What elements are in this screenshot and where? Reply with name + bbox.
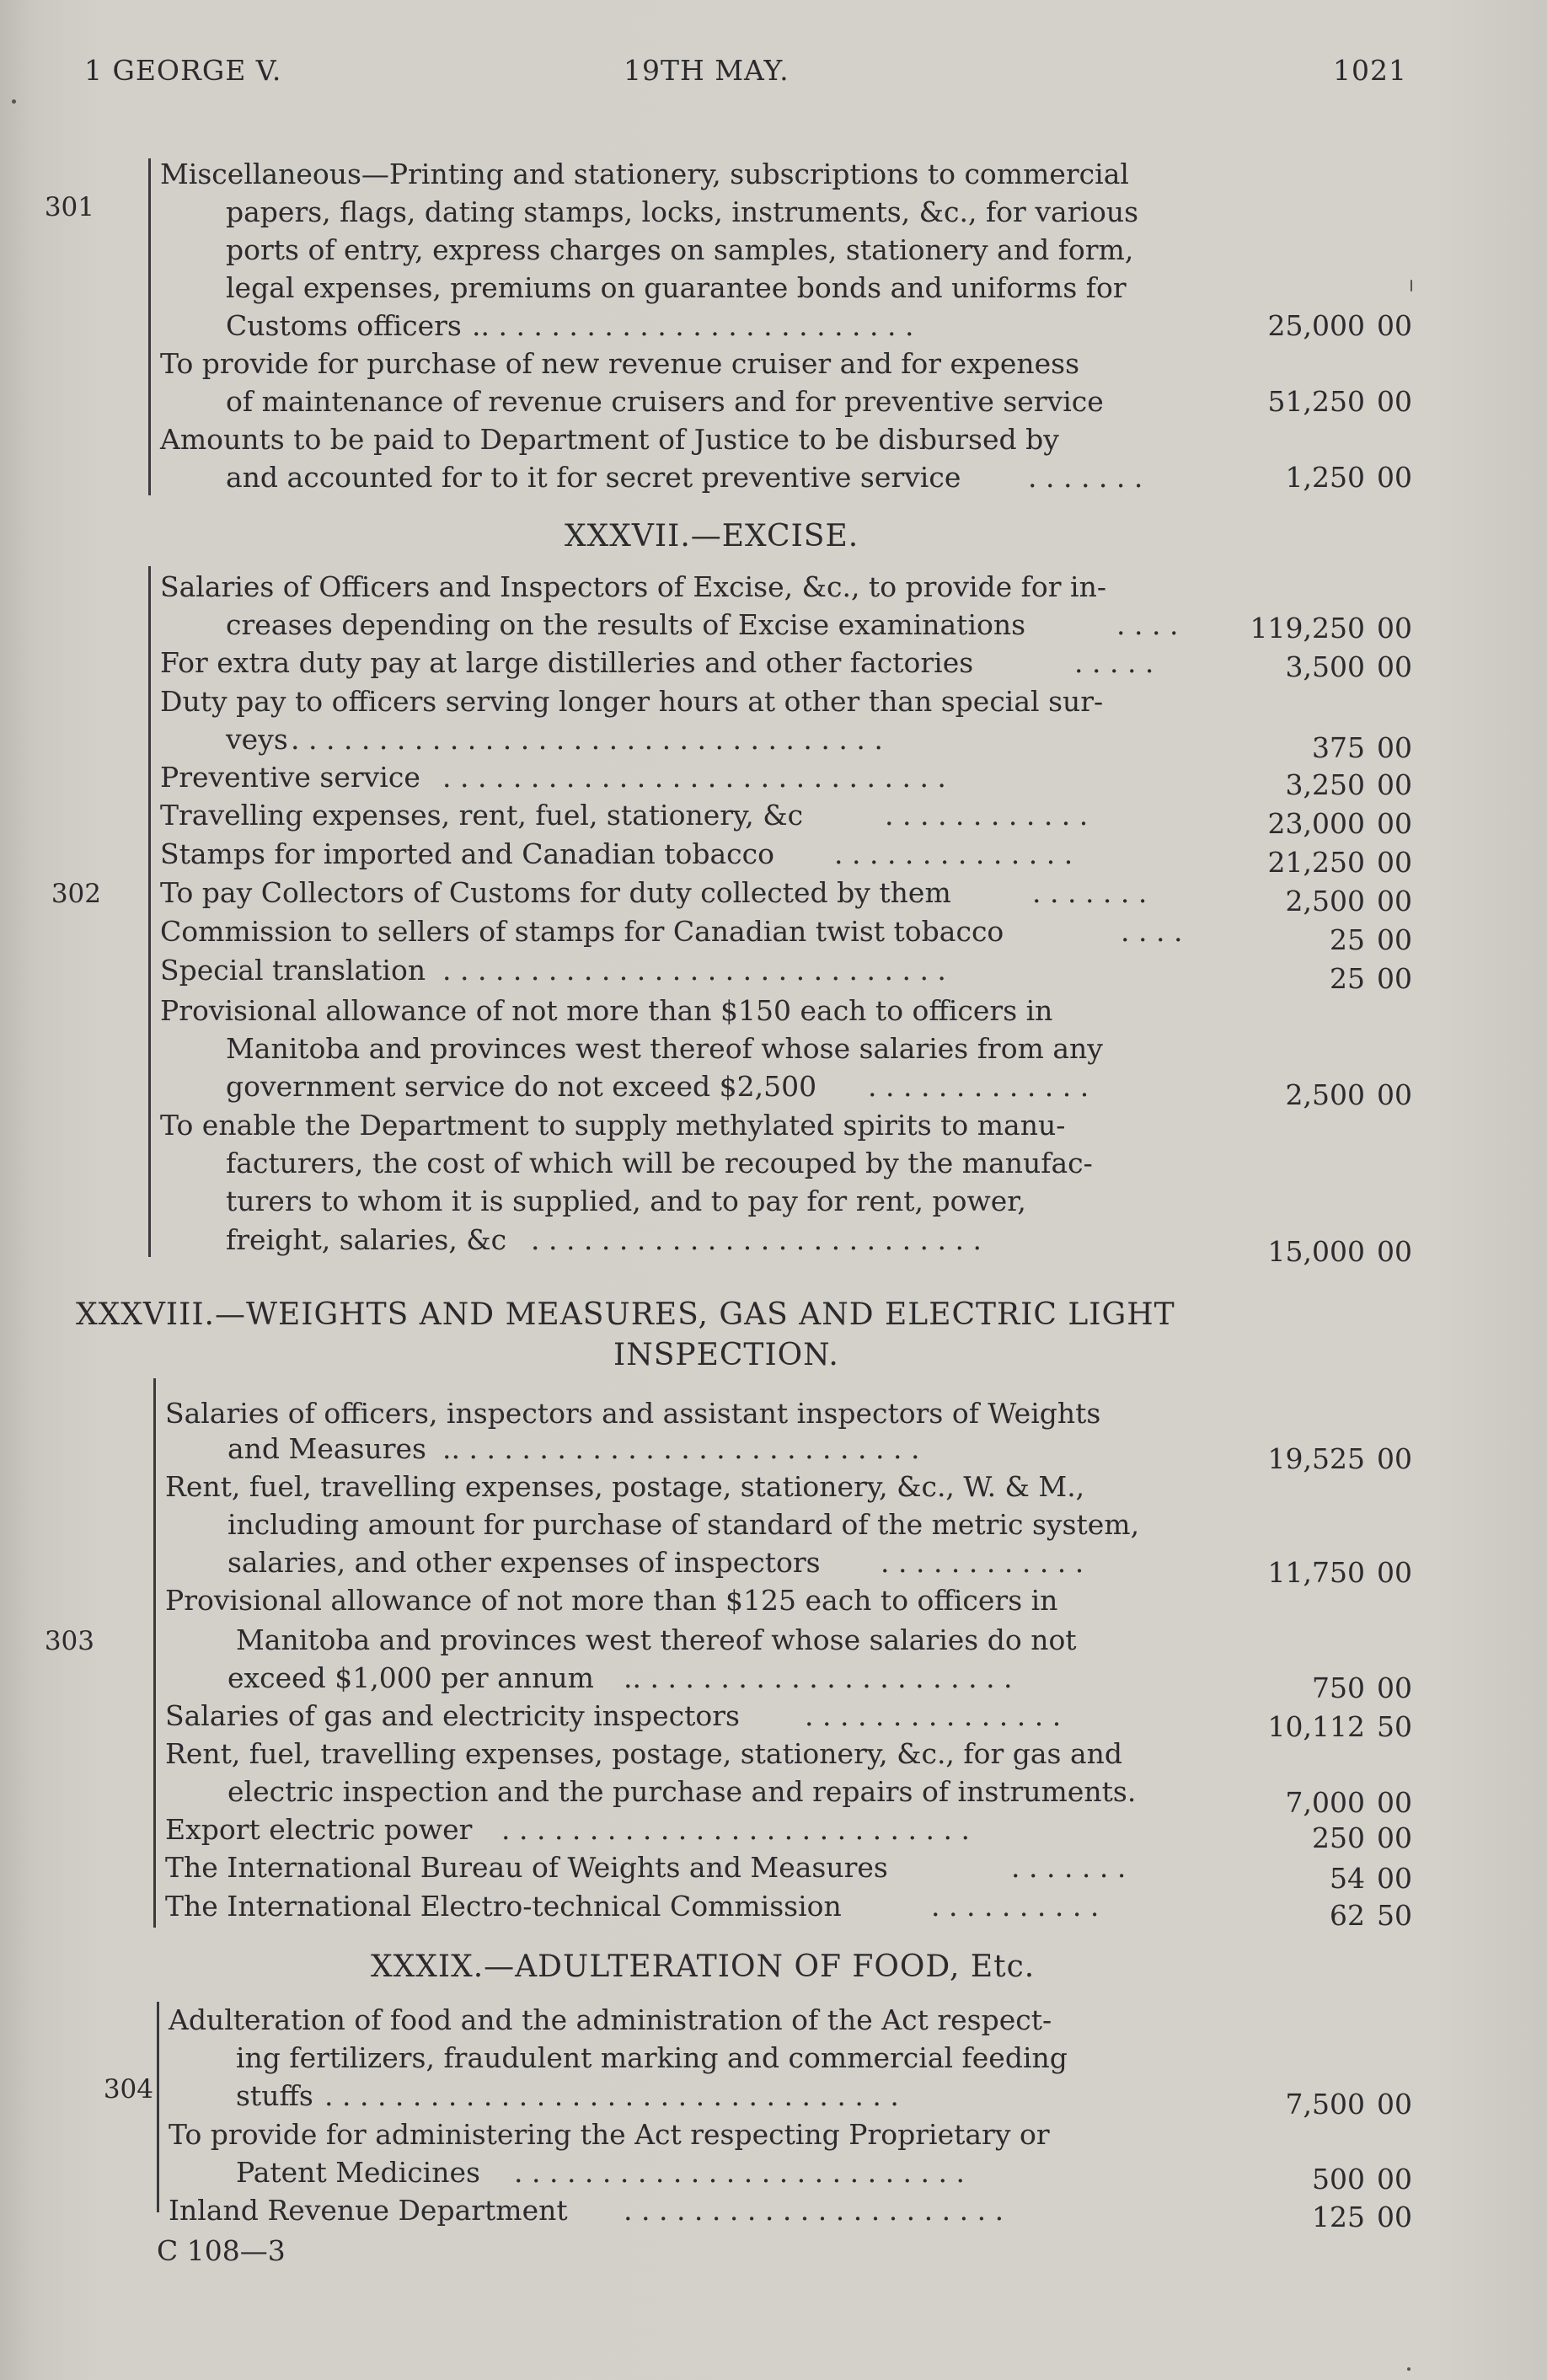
section-heading-weights-line2: INSPECTION.	[613, 1338, 839, 1372]
amount: 21,250 00	[1267, 846, 1412, 879]
entry-line: Provisional allowance of not more than $150 each to officers in	[160, 994, 1053, 1027]
amount: 19,525 00	[1267, 1442, 1412, 1475]
entry-line: The International Electro-technical Commission	[165, 1890, 842, 1923]
amount: 7,000 00	[1285, 1786, 1412, 1819]
amount: 15,000 00	[1267, 1235, 1412, 1268]
entry-line: facturers, the cost of which will be recouped by the manufac-	[226, 1147, 1093, 1179]
paper-speck	[12, 99, 16, 104]
dot-leaders: . . . . . . .	[1032, 876, 1148, 909]
entry-line: Stamps for imported and Canadian tobacco	[160, 837, 774, 870]
amount: 25 00	[1330, 923, 1412, 956]
entry-line: Manitoba and provinces west thereof whose salaries from any	[226, 1032, 1103, 1065]
entry-line: Travelling expenses, rent, fuel, stationery, &c	[160, 799, 804, 832]
paper-speck	[1407, 2367, 1410, 2371]
entry-line: To enable the Department to supply methylated spirits to manu-	[160, 1109, 1066, 1142]
printer-signature: C 108—3	[157, 2234, 286, 2267]
vote-number: 302	[51, 879, 101, 909]
entry-line: veys	[226, 723, 288, 756]
entry-line: To provide for purchase of new revenue cruiser and for expeness	[160, 347, 1079, 380]
amount: 25 00	[1330, 962, 1412, 995]
amount: 23,000 00	[1267, 807, 1412, 840]
amount: 10,112 50	[1267, 1710, 1412, 1743]
entry-line: Preventive service	[160, 761, 420, 794]
dot-leaders: . . . . . . . . . . . . . . . . . . . . . . . . . . .	[501, 1813, 970, 1846]
amount: 500 00	[1312, 2163, 1412, 2195]
entry-line: Salaries of officers, inspectors and assistant inspectors of Weights	[165, 1397, 1101, 1430]
entry-line: salaries, and other expenses of inspectors	[228, 1546, 821, 1579]
brace	[148, 566, 158, 1257]
dot-leaders: . . . . . . . . . . . . . . . . . . . . . . . . . .	[514, 2156, 965, 2189]
amount: 25,000 00	[1267, 309, 1412, 342]
dot-leaders: . . . .	[1116, 608, 1179, 641]
entry-line: Rent, fuel, travelling expenses, postage, stationery, &c., W. & M.,	[165, 1470, 1085, 1503]
dot-leaders: . . . . . . . . . . . . . . . . . . . . . . . . . . . . . . . . .	[324, 2079, 899, 2112]
amount: 2,500 00	[1285, 1078, 1412, 1111]
entry-line: To provide for administering the Act respecting Proprietary or	[169, 2118, 1050, 2151]
brace	[148, 158, 158, 495]
amount: 62 50	[1330, 1899, 1412, 1932]
dot-leaders: . . . . . . . . . . . . .	[868, 1070, 1089, 1103]
entry-line: ports of entry, express charges on samples, stationery and form,	[226, 233, 1134, 266]
entry-line: government service do not exceed $2,500	[226, 1070, 817, 1103]
entry-line: Salaries of Officers and Inspectors of Excise, &c., to provide for in-	[160, 570, 1106, 603]
paper-speck	[1410, 280, 1412, 291]
entry-line: Provisional allowance of not more than $125 each to officers in	[165, 1584, 1058, 1617]
amount: 51,250 00	[1267, 385, 1412, 418]
amount: 11,750 00	[1267, 1556, 1412, 1589]
dot-leaders: .. . . . . . . . . . . . . . . . . . . . . .	[624, 1661, 1013, 1694]
entry-line: For extra duty pay at large distilleries and other factories	[160, 646, 974, 679]
dot-leaders: . . . . . . .	[1011, 1851, 1127, 1884]
entry-line: Commission to sellers of stamps for Canadian twist tobacco	[160, 915, 1004, 948]
dot-leaders: . . . . . . . . . . . . . . . . . . . . . . . . . . . . . . . . . .	[291, 723, 883, 756]
vote-number: 301	[44, 192, 94, 222]
amount: 54 00	[1330, 1862, 1412, 1895]
entry-line: The International Bureau of Weights and Measures	[165, 1851, 888, 1884]
dot-leaders: . . . . . . . . . . . . . . . . . . . . . . . . . .	[531, 1223, 982, 1256]
amount: 750 00	[1312, 1671, 1412, 1704]
entry-line: creases depending on the results of Excise examinations	[226, 608, 1026, 641]
entry-line: of maintenance of revenue cruisers and for preventive service	[226, 385, 1104, 418]
page-number: 1021	[1333, 54, 1407, 87]
vote-number: 304	[103, 2074, 153, 2105]
dot-leaders: . . . . .	[1074, 646, 1154, 679]
amount: 125 00	[1312, 2201, 1412, 2233]
entry-line: Patent Medicines	[236, 2156, 480, 2189]
entry-line: Adulteration of food and the administration of the Act respect-	[169, 2003, 1052, 2036]
entry-line: and accounted for to it for secret preventive service	[226, 461, 961, 494]
entry-line: freight, salaries, &c	[226, 1223, 507, 1256]
entry-line: turers to whom it is supplied, and to pay for rent, power,	[226, 1185, 1026, 1217]
amount: 7,500 00	[1285, 2088, 1412, 2121]
dot-leaders: . . . .	[1121, 915, 1183, 948]
section-heading-excise: XXXVII.—EXCISE.	[565, 519, 859, 554]
section-heading-adulteration: XXXIX.—ADULTERATION OF FOOD, Etc.	[371, 1949, 1036, 1984]
entry-line: Export electric power	[165, 1813, 473, 1846]
dot-leaders: . . . . . . . . . . . . . . .	[805, 1699, 1062, 1732]
dot-leaders: .. . . . . . . . . . . . . . . . . . . . . . . . .	[472, 309, 914, 342]
entry-line: legal expenses, premiums on guarantee bonds and uniforms for	[226, 271, 1127, 304]
vote-number: 303	[44, 1626, 94, 1656]
entry-line: To pay Collectors of Customs for duty collected by them	[160, 876, 951, 909]
dot-leaders: . . . . . . . . . . . . . . . . . . . . . . . . . . . . .	[442, 761, 946, 794]
dot-leaders: . . . . . . .	[1028, 461, 1143, 494]
header-date: 19TH MAY.	[624, 54, 790, 87]
entry-line: exceed $1,000 per annum	[228, 1661, 594, 1694]
entry-line: Customs officers	[226, 309, 462, 342]
header-reign: 1 GEORGE V.	[84, 54, 282, 87]
amount: 375 00	[1312, 731, 1412, 764]
dot-leaders: . . . . . . . . . .	[931, 1890, 1100, 1923]
entry-line: electric inspection and the purchase and repairs of instruments.	[228, 1775, 1137, 1808]
entry-line: Amounts to be paid to Department of Justice to be disbursed by	[160, 423, 1059, 456]
entry-line: Duty pay to officers serving longer hours at other than special sur-	[160, 685, 1104, 718]
section-heading-weights-line1: XXXVIII.—WEIGHTS AND MEASURES, GAS AND ELECTRIC LIGHT	[76, 1297, 1175, 1332]
entry-line: papers, flags, dating stamps, locks, instruments, &c., for various	[226, 195, 1139, 228]
entry-line: Manitoba and provinces west thereof whose salaries do not	[236, 1623, 1077, 1656]
dot-leaders: . . . . . . . . . . . .	[881, 1546, 1084, 1579]
amount: 3,500 00	[1285, 650, 1412, 683]
dot-leaders: . . . . . . . . . . . . . . . . . . . . . .	[624, 2194, 1004, 2227]
entry-line: and Measures	[228, 1432, 426, 1465]
entry-line: including amount for purchase of standard of the metric system,	[228, 1508, 1140, 1541]
entry-line: Special translation	[160, 954, 426, 987]
dot-leaders: . . . . . . . . . . . . . .	[834, 837, 1073, 870]
entry-line: Miscellaneous—Printing and stationery, subscriptions to commercial	[160, 158, 1129, 190]
amount: 119,250 00	[1250, 612, 1412, 644]
entry-line: Inland Revenue Department	[169, 2194, 568, 2227]
amount: 2,500 00	[1285, 885, 1412, 917]
dot-leaders: . . . . . . . . . . . . . . . . . . . . . . . . . . . . .	[442, 954, 946, 987]
amount: 1,250 00	[1285, 461, 1412, 494]
entry-line: Rent, fuel, travelling expenses, postage, stationery, &c., for gas and	[165, 1737, 1123, 1770]
dot-leaders: . . . . . . . . . . . .	[885, 799, 1089, 832]
brace	[153, 1378, 163, 1928]
entry-line: stuffs	[236, 2079, 313, 2112]
running-header	[84, 54, 1407, 96]
entry-line: ing fertilizers, fraudulent marking and commercial feeding	[236, 2041, 1068, 2074]
dot-leaders: .. . . . . . . . . . . . . . . . . . . . . . . . . . .	[442, 1432, 920, 1465]
amount: 250 00	[1312, 1821, 1412, 1854]
amount: 3,250 00	[1285, 768, 1412, 801]
brace	[157, 2002, 166, 2212]
entry-line: Salaries of gas and electricity inspectors	[165, 1699, 740, 1732]
